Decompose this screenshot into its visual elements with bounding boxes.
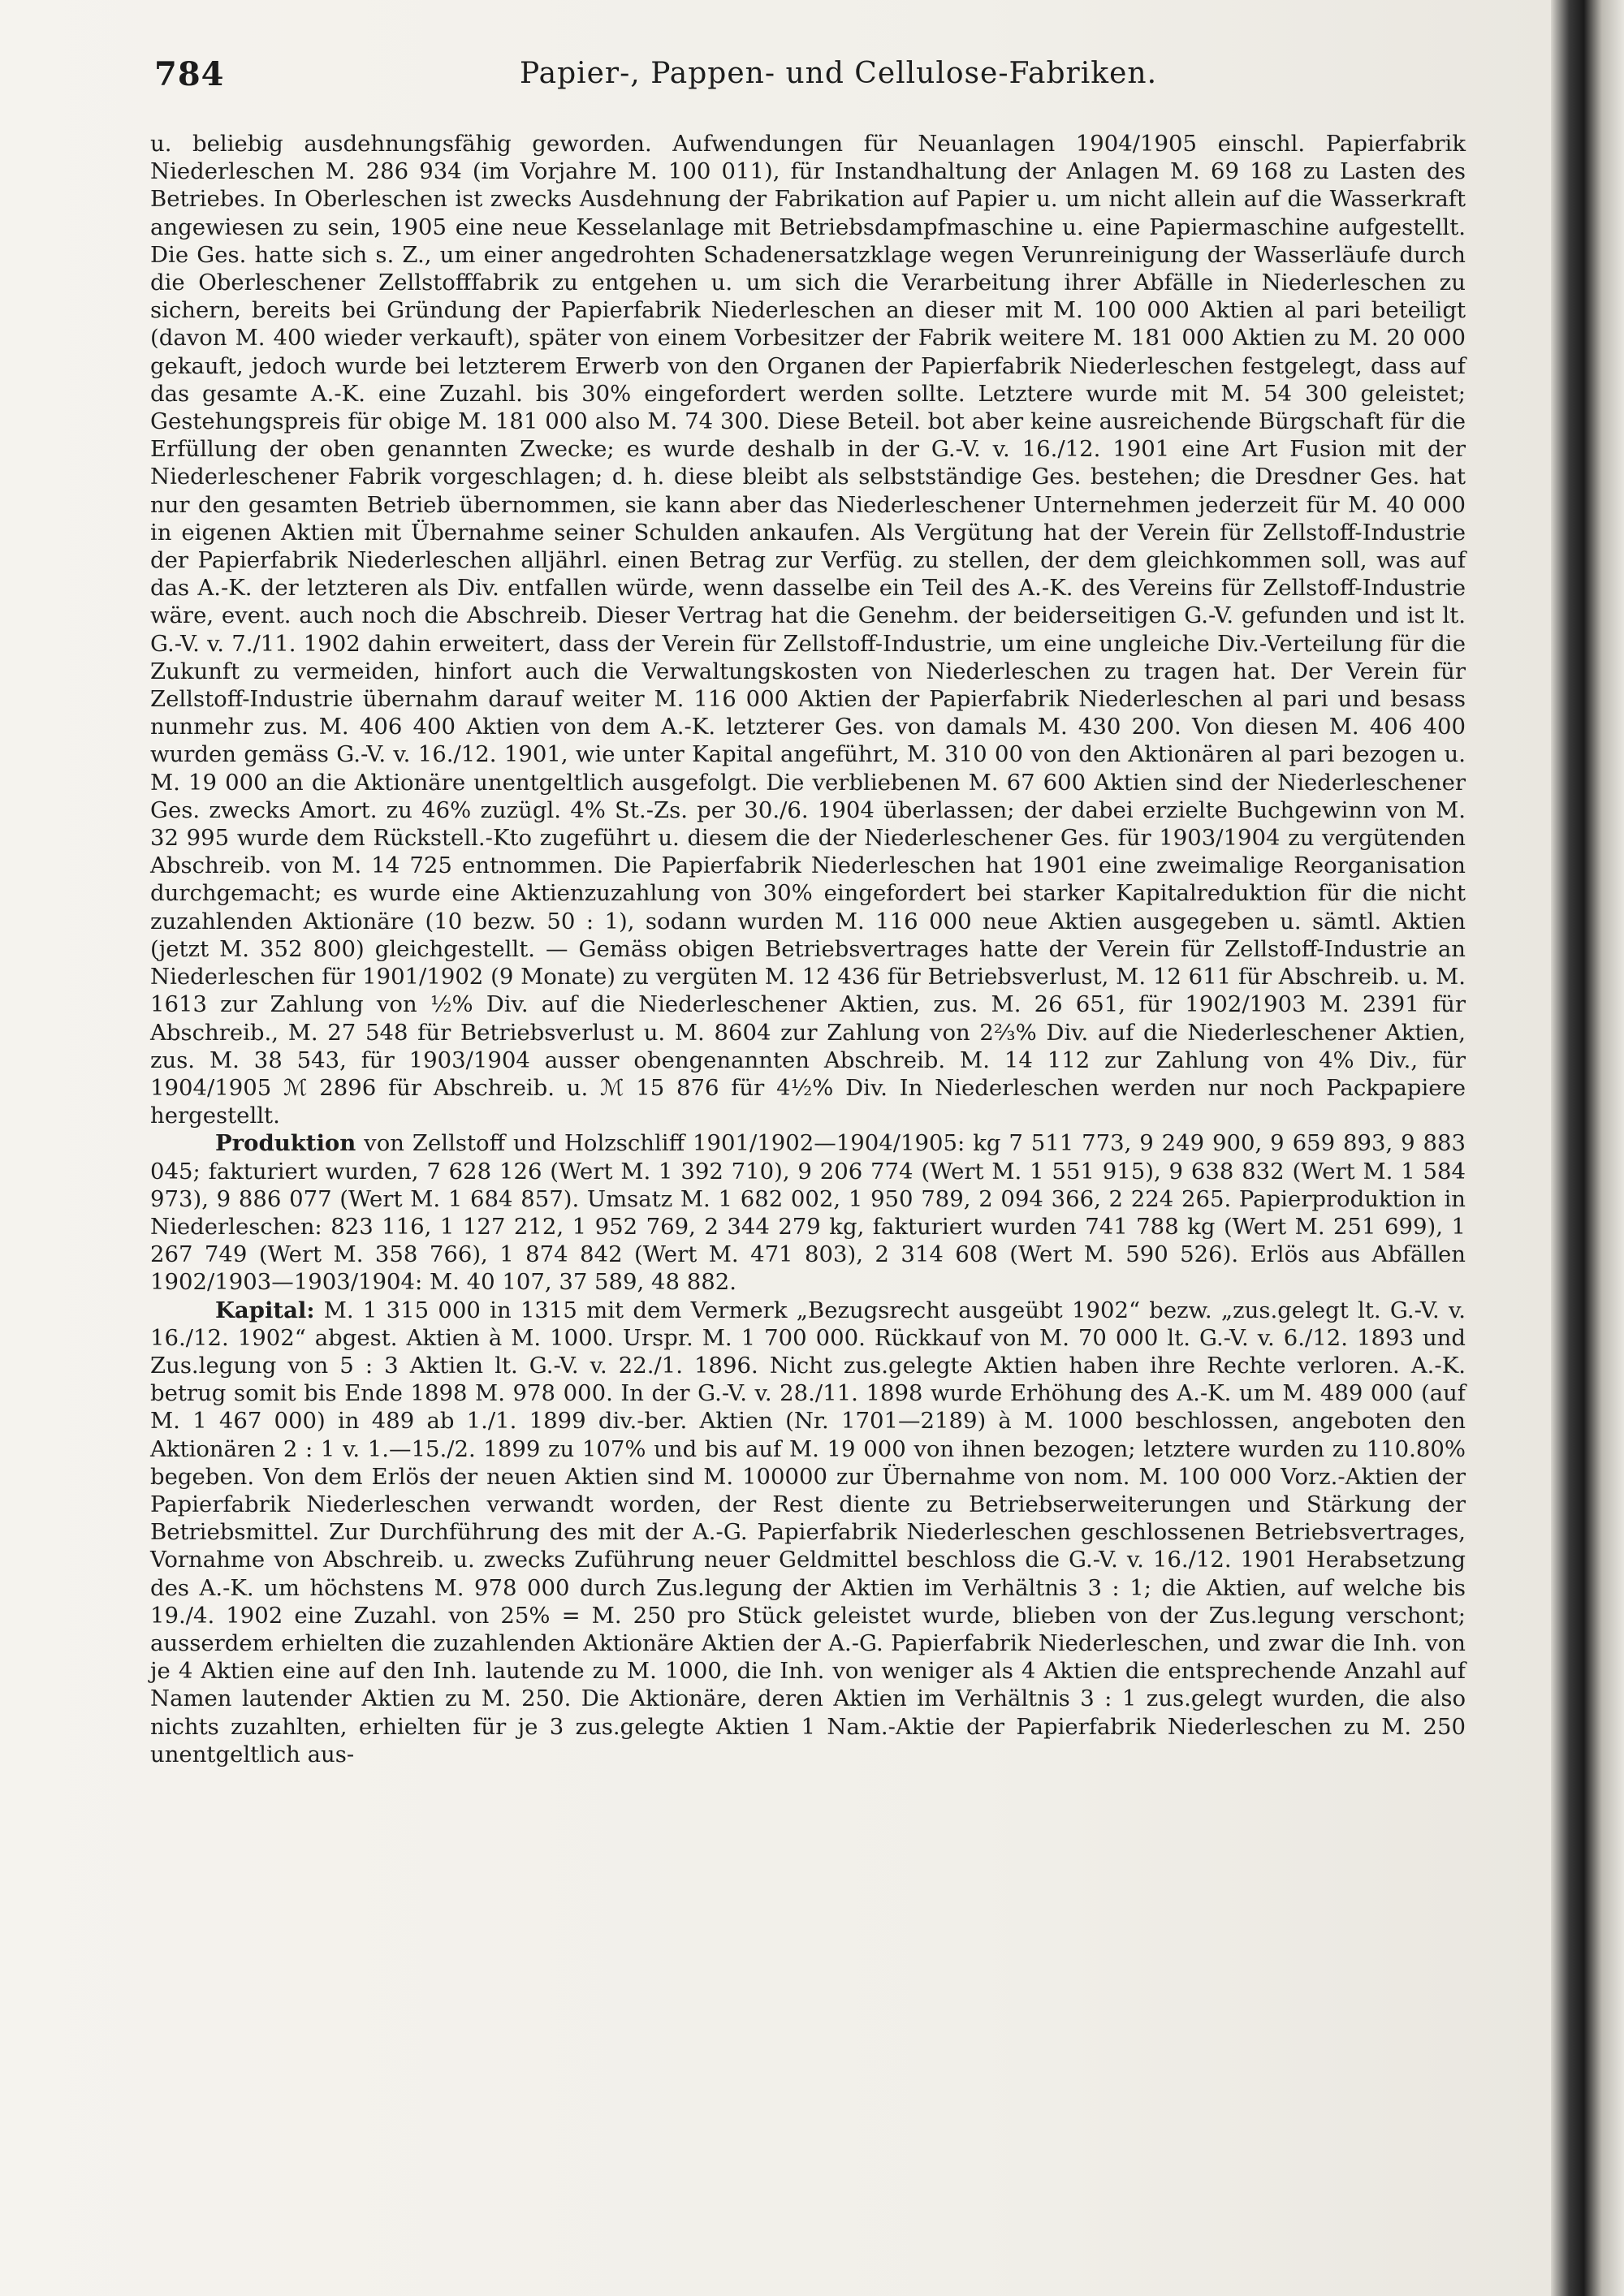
- page-number: 784: [154, 55, 225, 93]
- body-text: [150, 130, 1466, 1768]
- running-title: Papier-, Pappen- und Cellulose-Fabriken.: [520, 57, 1158, 90]
- section-heading-kapital: Kapital:: [215, 1297, 315, 1323]
- paragraph-kapital: [150, 1297, 1466, 1768]
- paragraph-text: M. 1 315 000 in 1315 mit dem Vermerk „Bezugsrecht ausgeübt 1902“ bezw. „zus.gelegt lt. G.-V. v. 16./12. 1902“ abgest. Aktien à M. 1000. Urspr. M. 1 700 000. Rückkauf von M. 70 000 lt. G.-V. v. 6./12. 1893 und Zus.legung von 5 : 3 Aktien lt. G.-V. v. 22./1. 1896. Nicht zus.gelegte Aktien haben ihre Rechte verloren. A.-K. betrug somit bis Ende 1898 M. 978 000. In der G.-V. v. 28./11. 1898 wurde Erhöhung des A.-K. um M. 489 000 (auf M. 1 467 000) in 489 ab 1./1. 1899 div.-ber. Aktien (Nr. 1701—2189) à M. 1000 beschlossen, angeboten den Aktionären 2 : 1 v. 1.—15./2. 1899 zu 107% und bis auf M. 19 000 von ihnen bezogen; letztere wurden zu 110.80% begeben. Von dem Erlös der neuen Aktien sind M. 100000 zur Übernahme von nom. M. 100 000 Vorz.-Aktien der Papierfabrik Niederleschen verwandt worden, der Rest diente zu Betriebserweiterungen und Stärkung der Betriebsmittel. Zur Durchführung des mit der A.-G. Papierfabrik Niederleschen geschlossenen Betriebsvertrages, Vornahme von Abschreib. u. zwecks Zuführung neuer Geldmittel beschloss die G.-V. v. 16./12. 1901 Herabsetzung des A.-K. um höchstens M. 978 000 durch Zus.legung der Aktien im Verhältnis 3 : 1; die Aktien, auf welche bis 19./4. 1902 eine Zuzahl. von 25% = M. 250 pro Stück geleistet wurde, blieben von der Zus.legung verschont; ausserdem erhielten die zuzahlenden Aktionäre Aktien der A.-G. Papierfabrik Niederleschen, und zwar die Inh. von je 4 Aktien eine auf den Inh. lautende zu M. 1000, die Inh. von weniger als 4 Aktien die entsprechende Anzahl auf Namen lautender Aktien zu M. 250. Die Aktionäre, deren Aktien im Verhältnis 3 : 1 zus.gelegt wurden, die also nichts zuzahlten, erhielten für je 3 zus.gelegte Aktien 1 Nam.-Aktie der Papierfabrik Niederleschen zu M. 250 unentgeltlich aus-: [150, 1297, 1466, 1767]
- scan-binding-edge: [1551, 0, 1624, 2296]
- paragraph-text: von Zellstoff und Holzschliff 1901/1902—1904/1905: kg 7 511 773, 9 249 900, 9 659 893, 9 883 045; fakturiert wurden, 7 628 126 (Wert M. 1 392 710), 9 206 774 (Wert M. 1 551 915), 9 638 832 (Wert M. 1 584 973), 9 886 077 (Wert M. 1 684 857). Umsatz M. 1 682 002, 1 950 789, 2 094 366, 2 224 265. Papierproduktion in Niederleschen: 823 116, 1 127 212, 1 952 769, 2 344 279 kg, fakturiert wurden 741 788 kg (Wert M. 251 699), 1 267 749 (Wert M. 358 766), 1 874 842 (Wert M. 471 803), 2 314 608 (Wert M. 590 526). Erlös aus Abfällen 1902/1903—1903/1904: M. 40 107, 37 589, 48 882.: [150, 1130, 1466, 1296]
- section-heading-produktion: Produktion: [215, 1130, 356, 1157]
- paragraph-text: u. beliebig ausdehnungsfähig geworden. Aufwendungen für Neuanlagen 1904/1905 einschl. Papierfabrik Niederleschen M. 286 934 (im Vorjahre M. 100 011), für Instandhaltung der Anlagen M. 69 168 zu Lasten des Betriebes. In Oberleschen ist zwecks Ausdehnung der Fabrikation auf Papier u. um nicht allein auf die Wasserkraft angewiesen zu sein, 1905 eine neue Kesselanlage mit Betriebsdampfmaschine u. eine Papiermaschine aufgestellt. Die Ges. hatte sich s. Z., um einer angedrohten Schadenersatzklage wegen Verunreinigung der Wasserläufe durch die Oberleschener Zellstofffabrik zu entgehen u. um sich die Verarbeitung ihrer Abfälle in Niederleschen zu sichern, bereits bei Gründung der Papierfabrik Niederleschen an dieser mit M. 100 000 Aktien al pari beteiligt (davon M. 400 wieder verkauft), später von einem Vorbesitzer der Fabrik weitere M. 181 000 Aktien zu M. 20 000 gekauft, jedoch wurde bei letzterem Erwerb von den Organen der Papierfabrik Niederleschen festgelegt, dass auf das gesamte A.-K. eine Zuzahl. bis 30% eingefordert werden sollte. Letztere wurde mit M. 54 300 geleistet; Gestehungspreis für obige M. 181 000 also M. 74 300. Diese Beteil. bot aber keine ausreichende Bürgschaft für die Erfüllung der oben genannten Zwecke; es wurde deshalb in der G.-V. v. 16./12. 1901 eine Art Fusion mit der Niederleschener Fabrik vorgeschlagen; d. h. diese bleibt als selbstständige Ges. bestehen; die Dresdner Ges. hat nur den gesamten Betrieb übernommen, sie kann aber das Niederleschener Unternehmen jederzeit für M. 40 000 in eigenen Aktien mit Übernahme seiner Schulden ankaufen. Als Vergütung hat der Verein für Zellstoff-Industrie der Papierfabrik Niederleschen alljährl. einen Betrag zur Verfüg. zu stellen, der dem gleichkommen soll, was auf das A.-K. der letzteren als Div. entfallen würde, wenn dasselbe ein Teil des A.-K. des Vereins für Zellstoff-Industrie wäre, event. auch noch die Abschreib. Dieser Vertrag hat die Genehm. der beiderseitigen G.-V. gefunden und ist lt. G.-V. v. 7./11. 1902 dahin erweitert, dass der Verein für Zellstoff-Industrie, um eine ungleiche Div.-Verteilung für die Zukunft zu vermeiden, hinfort auch die Verwaltungskosten von Niederleschen zu tragen hat. Der Verein für Zellstoff-Industrie übernahm darauf weiter M. 116 000 Aktien der Papierfabrik Niederleschen al pari und besass nunmehr zus. M. 406 400 Aktien von dem A.-K. letzterer Ges. von damals M. 430 200. Von diesen M. 406 400 wurden gemäss G.-V. v. 16./12. 1901, wie unter Kapital angeführt, M. 310 00 von den Aktionären al pari bezogen u. M. 19 000 an die Aktionäre unentgeltlich ausgefolgt. Die verbliebenen M. 67 600 Aktien sind der Niederleschener Ges. zwecks Amort. zu 46% zuzügl. 4% St.-Zs. per 30./6. 1904 überlassen; der dabei erzielte Buchgewinn von M. 32 995 wurde dem Rückstell.-Kto zugeführt u. diesem die der Niederleschener Ges. für 1903/1904 zu vergütenden Abschreib. von M. 14 725 entnommen. Die Papierfabrik Niederleschen hat 1901 eine zweimalige Reorganisation durchgemacht; es wurde eine Aktienzuzahlung von 30% eingefordert bei starker Kapitalreduktion für die nicht zuzahlenden Aktionäre (10 bezw. 50 : 1), sodann wurden M. 116 000 neue Aktien ausgegeben u. sämtl. Aktien (jetzt M. 352 800) gleichgestellt. — Gemäss obigen Betriebsvertrages hatte der Verein für Zellstoff-Industrie an Niederleschen für 1901/1902 (9 Monate) zu vergüten M. 12 436 für Betriebsverlust, M. 12 611 für Abschreib. u. M. 1613 zur Zahlung von ½% Div. auf die Niederleschener Aktien, zus. M. 26 651, für 1902/1903 M. 2391 für Abschreib., M. 27 548 für Betriebsverlust u. M. 8604 zur Zahlung von 2⅔% Div. auf die Niederleschener Aktien, zus. M. 38 543, für 1903/1904 ausser obengenannten Abschreib. M. 14 112 zur Zahlung von 4% Div., für 1904/1905 ℳ 2896 für Abschreib. u. ℳ 15 876 für 4½% Div. In Niederleschen werden nur noch Packpapiere hergestellt.: [150, 131, 1466, 1129]
- page-header: [154, 55, 1470, 104]
- paragraph-company-history: [150, 130, 1466, 1129]
- paragraph-produktion: [150, 1129, 1466, 1296]
